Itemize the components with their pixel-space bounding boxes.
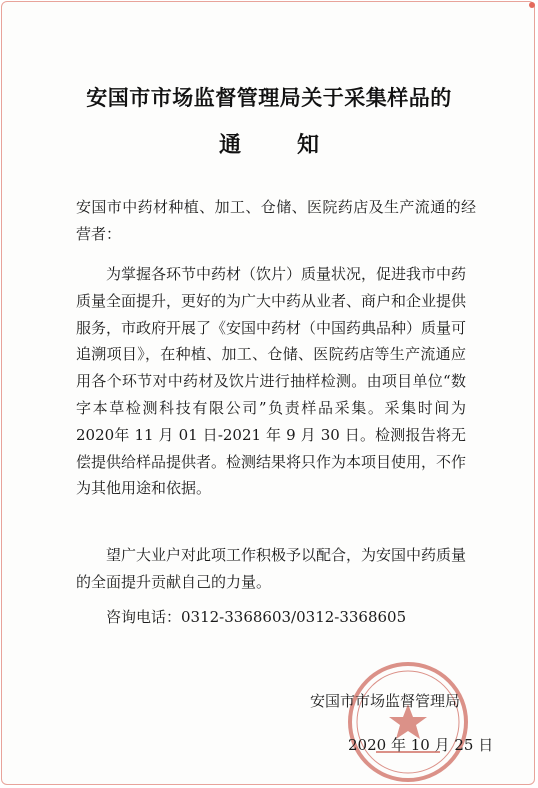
contact-phone: 咨询电话：0312-3368603/0312-3368605: [106, 608, 407, 626]
subtitle-char-2: 知: [297, 132, 320, 158]
official-seal-icon: [346, 660, 470, 784]
body-paragraph-1: 为掌握各环节中药材（饮片）质量状况，促进我市中药质量全面提升，更好的为广大中药从业者、商户和企业提供服务，市政府开展了《安国中药材（中国药典品种）质量可追溯项目》，在种植、加工、仓储、医院药店等生产流通应用各个环节对中药材及饮片进行抽样检测。由项目单位“数字本草检测科技有限公司”负责样品采集。采集时间为 2020年 11 月 01 日-2021 年 9 月 30 日。检测报告将无偿提供给样品提供者。检测结果将只作为本项目使用，不作为其他用途和依据。: [76, 265, 467, 498]
issuing-organization: 安国市市场监督管理局: [310, 692, 461, 710]
subtitle-char-1: 通: [218, 132, 241, 158]
issue-date: 2020 年 10 月 25 日: [348, 736, 494, 754]
body-paragraph-2: 望广大业户对此项工作积极予以配合，为安国中药质量的全面提升贡献自己的力量。: [76, 546, 467, 591]
notice-title: 安国市市场监督管理局关于采集样品的: [86, 85, 452, 110]
corner-dot: [529, 2, 535, 8]
addressee: 安国市中药材种植、加工、仓储、医院药店及生产流通的经营者：: [76, 198, 476, 243]
notice-subtitle: [0, 128, 538, 159]
